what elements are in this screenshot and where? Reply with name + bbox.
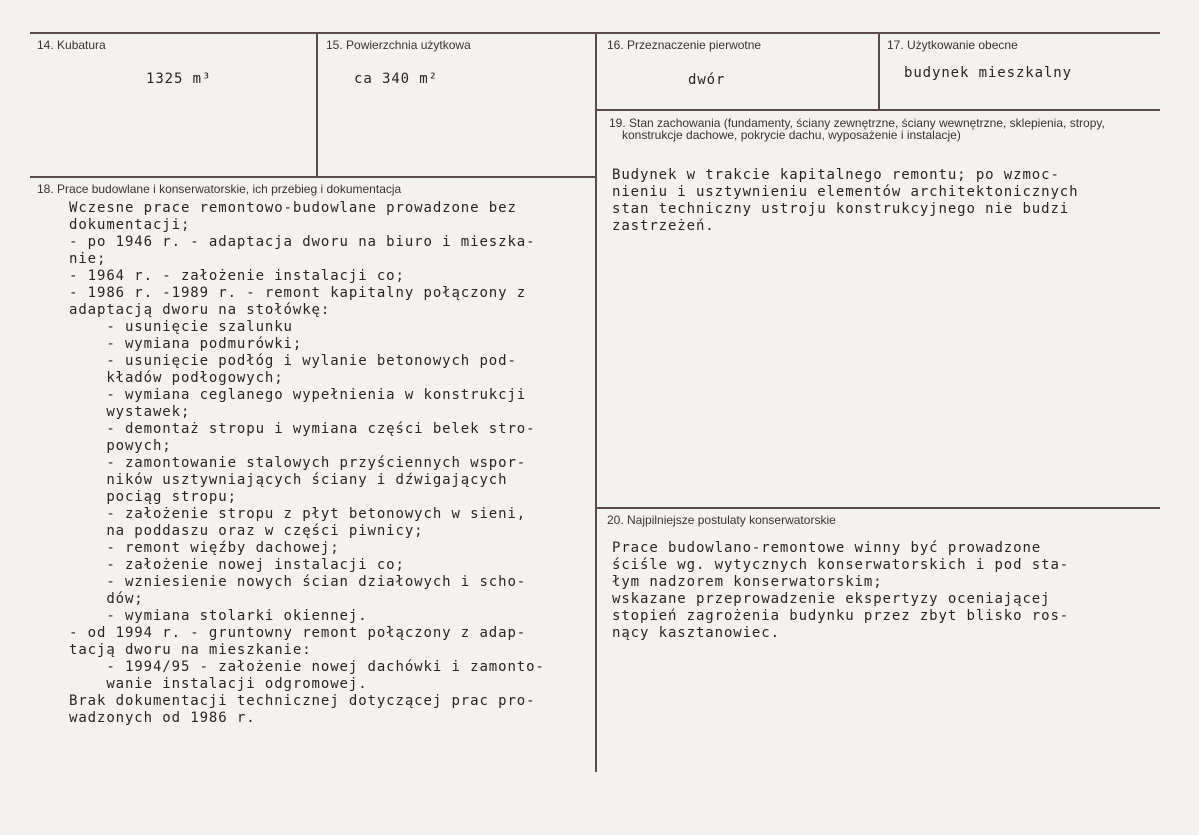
text-line: powych; (69, 438, 172, 454)
rule-above-19 (596, 109, 1160, 111)
text-line: wskazane przeprowadzenie ekspertyzy oceniającej (612, 591, 1051, 607)
text-line: łym nadzorem konserwatorskim; (612, 574, 883, 590)
field-20-label: 20. Najpilniejsze postulaty konserwatorskie (607, 513, 836, 527)
text-line: - usunięcie podłóg i wylanie betonowych pod- (69, 353, 517, 369)
field-18-text (69, 200, 545, 727)
rule-above-20 (596, 507, 1160, 509)
text-line: zastrzeżeń. (612, 218, 715, 234)
text-line: - remont więźby dachowej; (69, 540, 340, 556)
field-14-label: 14. Kubatura (37, 38, 106, 52)
text-line: kładów podłogowych; (69, 370, 284, 386)
field-19-label: 19. Stan zachowania (fundamenty, ściany zewnętrzne, ściany wewnętrzne, sklepienia, stropy, (609, 116, 1105, 130)
field-17-value: budynek mieszkalny (904, 65, 1072, 81)
field-19-text (612, 167, 1078, 235)
center-divider (595, 32, 597, 772)
text-line: wanie instalacji odgromowej. (69, 676, 368, 692)
text-line: - wymiana ceglanego wypełnienia w konstrukcji (69, 387, 527, 403)
text-line: pociąg stropu; (69, 489, 237, 505)
text-line: tacją dworu na mieszkanie: (69, 642, 312, 658)
text-line: nieniu i usztywnieniu elementów architektonicznych (612, 184, 1079, 200)
text-line: - wymiana stolarki okiennej. (69, 608, 368, 624)
text-line: Brak dokumentacji technicznej dotyczącej prac pro- (69, 693, 536, 709)
text-line: Prace budowlano-remontowe winny być prowadzone (612, 540, 1042, 556)
text-line: na poddaszu oraz w części piwnicy; (69, 523, 424, 539)
field-19-label-cont: konstrukcje dachowe, pokrycie dachu, wyposażenie i instalacje) (622, 128, 961, 142)
text-line: dów; (69, 591, 144, 607)
text-line: Wczesne prace remontowo-budowlane prowadzone bez (69, 200, 517, 216)
rule-above-18 (30, 176, 596, 178)
text-line: nący kasztanowiec. (612, 625, 780, 641)
text-line: nie; (69, 251, 107, 267)
text-line: - demontaż stropu i wymiana części belek stro- (69, 421, 536, 437)
text-line: - od 1994 r. - gruntowny remont połączony z adap- (69, 625, 527, 641)
text-line: - wymiana podmurówki; (69, 336, 303, 352)
field-14-value: 1325 m³ (146, 71, 212, 87)
text-line: - usunięcie szalunku (69, 319, 293, 335)
field-17-label: 17. Użytkowanie obecne (887, 38, 1018, 52)
text-line: ściśle wg. wytycznych konserwatorskich i pod sta- (612, 557, 1070, 573)
text-line: - założenie nowej instalacji co; (69, 557, 405, 573)
divider-14-15 (316, 32, 318, 177)
field-16-value: dwór (688, 72, 726, 88)
text-line: stopień zagrożenia budynku przez zbyt blisko ros- (612, 608, 1070, 624)
text-line: ników usztywniających ściany i dźwigających (69, 472, 508, 488)
divider-16-17 (878, 32, 880, 110)
field-20-text (612, 540, 1069, 642)
field-18-label: 18. Prace budowlane i konserwatorskie, ich przebieg i dokumentacja (37, 182, 402, 196)
field-16-label: 16. Przeznaczenie pierwotne (607, 38, 762, 52)
text-line: - zamontowanie stalowych przyściennych wspor- (69, 455, 527, 471)
text-line: stan techniczny ustroju konstrukcyjnego nie budzi (612, 201, 1070, 217)
field-15-label: 15. Powierzchnia użytkowa (326, 38, 471, 52)
text-line: - 1994/95 - założenie nowej dachówki i zamonto- (69, 659, 545, 675)
text-line: dokumentacji; (69, 217, 191, 233)
text-line: - 1986 r. -1989 r. - remont kapitalny połączony z (69, 285, 527, 301)
text-line: Budynek w trakcie kapitalnego remontu; po wzmoc- (612, 167, 1060, 183)
field-15-value: ca 340 m² (354, 71, 438, 87)
text-line: - po 1946 r. - adaptacja dworu na biuro i mieszka- (69, 234, 536, 250)
text-line: - wzniesienie nowych ścian działowych i scho- (69, 574, 527, 590)
text-line: - 1964 r. - założenie instalacji co; (69, 268, 405, 284)
text-line: adaptacją dworu na stołówkę: (69, 302, 331, 318)
text-line: wadzonych od 1986 r. (69, 710, 256, 726)
text-line: wystawek; (69, 404, 191, 420)
text-line: - założenie stropu z płyt betonowych w sieni, (69, 506, 527, 522)
